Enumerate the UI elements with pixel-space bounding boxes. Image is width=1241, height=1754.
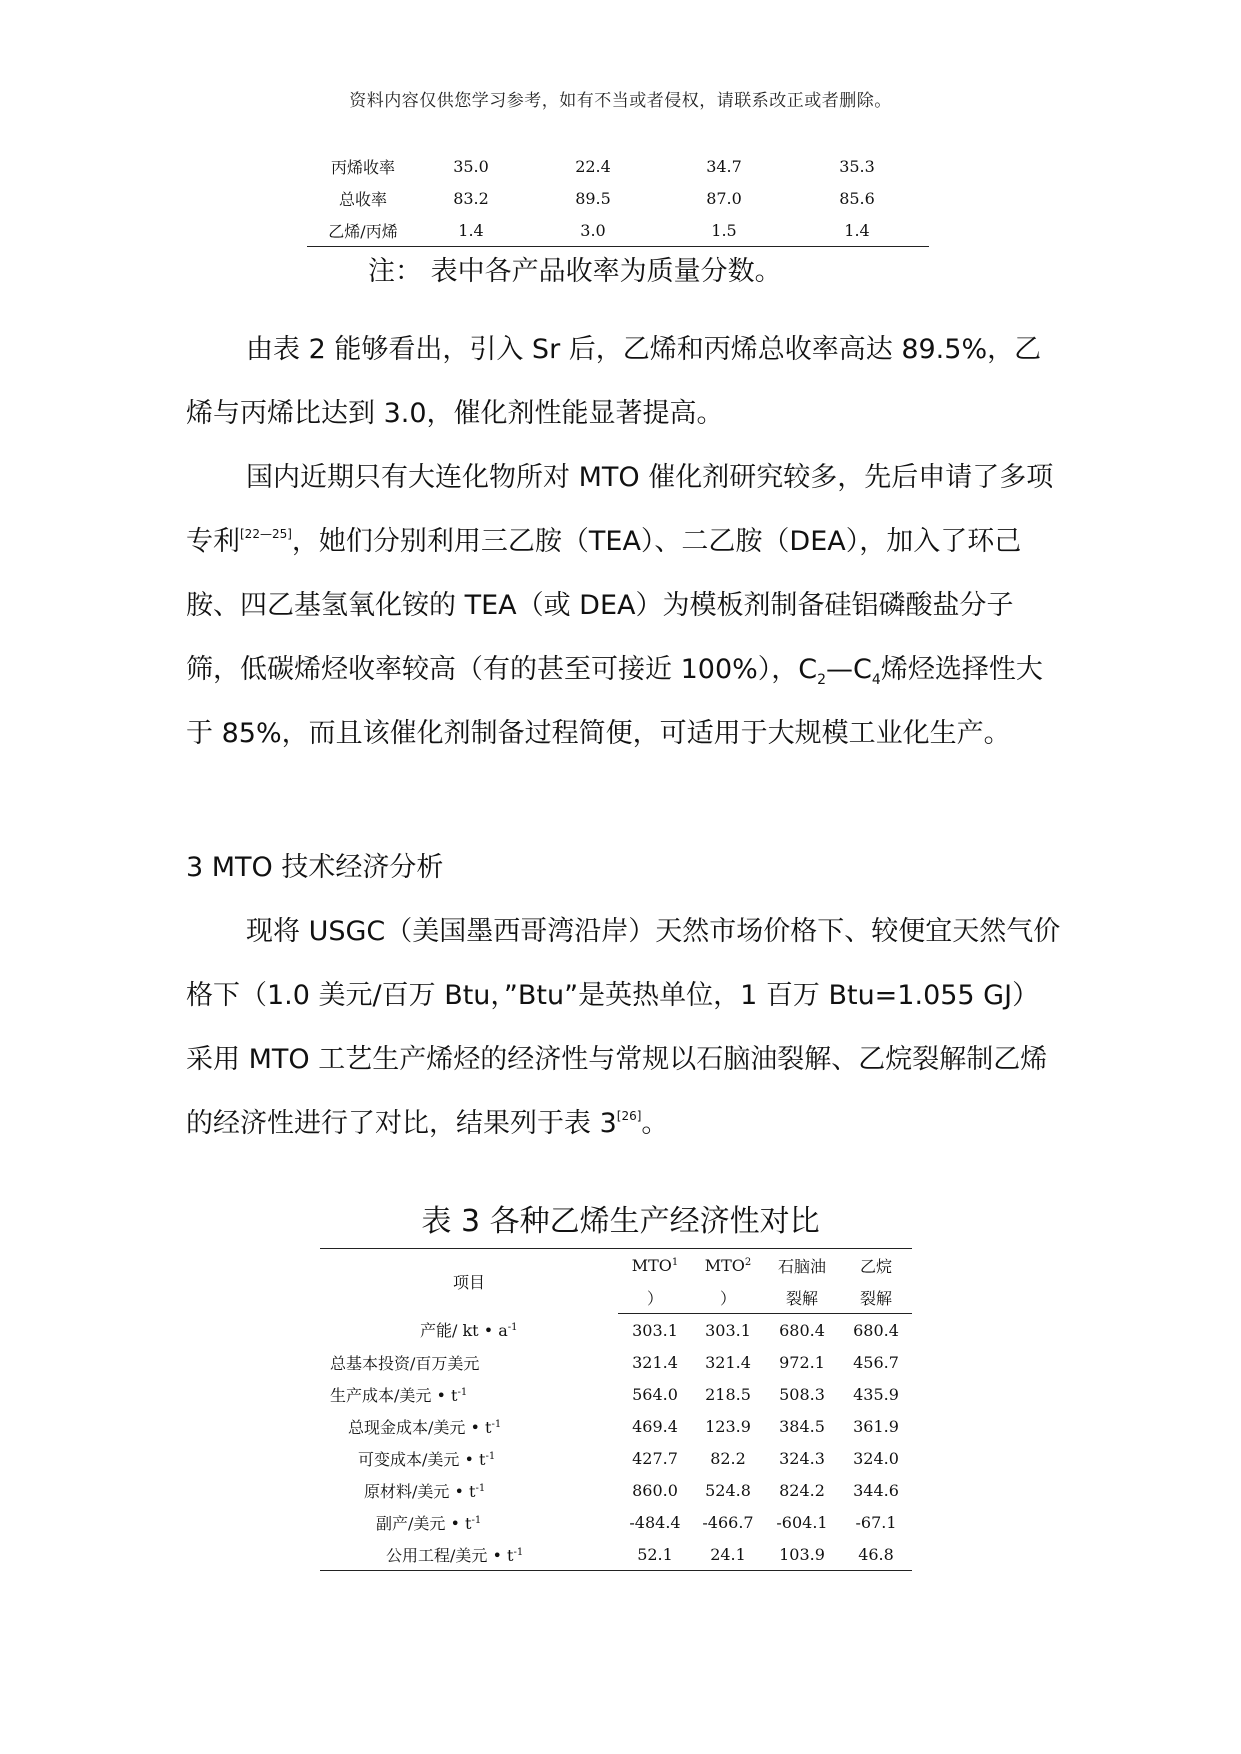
table-row [307, 150, 929, 182]
paragraph-text: 现将 USGC（美国墨西哥湾沿岸）天然市场价格下、较便宜天然气价格下（1.0 美元/百万 Btu，”Btu”是英热单位，1 百万 Btu=1.055 GJ）采用 MTO 工艺生产烯烃的经济性与常规以石脑油裂解、乙烷裂解制乙烯的经济性进行了对比，结果列于表 3 [186, 916, 1061, 1139]
table-row [320, 1346, 912, 1378]
table-cell: 52.1 [618, 1538, 692, 1571]
table-cell: 456.7 [853, 1352, 899, 1372]
row-label: 乙烯/丙烯 [307, 214, 419, 247]
table-note: 注： 表中各产品收率为质量分数。 [368, 256, 782, 287]
column-header-item: 项目 [320, 1249, 618, 1314]
table-cell: 46.8 [840, 1538, 912, 1571]
table-cell: 324.3 [779, 1448, 825, 1468]
dash: — [826, 654, 854, 685]
row-label: 总基本投资/百万美元 [330, 1353, 480, 1373]
table-cell: 22.4 [575, 156, 611, 176]
paragraph-text: ，她们分别利用三乙胺（TEA）、二乙胺（DEA），加入了环己胺、四乙基氢氧化铵的 TEA（或 DEA）为模板剂制备硅铝磷酸盐分子筛，低碳烯烃收率较高（有的甚至可接近 100%），C [186, 526, 1022, 685]
row-label: 总收率 [338, 189, 387, 209]
row-label: 可变成本/美元 • $t^{-1}$ [358, 1449, 496, 1469]
table-cell: 564.0 [632, 1384, 678, 1404]
column-header-mto2: MTO$^2$ [692, 1249, 764, 1282]
row-label: 产能/ kt • $a^{-1}$ [420, 1321, 518, 1341]
table-row [320, 1314, 912, 1347]
table-cell: 85.6 [839, 188, 875, 208]
table-cell: 824.2 [779, 1480, 825, 1500]
table-3-title: 表 3 各种乙烯生产经济性对比 [421, 1204, 820, 1239]
table-cell: 321.4 [632, 1352, 678, 1372]
table-row [320, 1410, 912, 1442]
table-cell: 303.1 [705, 1320, 751, 1340]
section-heading: 3 MTO 技术经济分析 [186, 852, 444, 883]
table-cell: 89.5 [575, 188, 611, 208]
table-row [320, 1378, 912, 1410]
row-label: 总现金成本/美元 • $t^{-1}$ [348, 1417, 502, 1437]
table-row [320, 1538, 912, 1571]
table-row [320, 1506, 912, 1538]
table-cell: -466.7 [702, 1512, 754, 1532]
table-2-continued [307, 150, 929, 247]
column-header-naphtha-bottom: 裂解 [764, 1281, 840, 1314]
table-cell: 972.1 [779, 1352, 825, 1372]
paragraph: 由表 2 能够看出，引入 Sr 后，乙烯和丙烯总收率高达 89.5%，乙烯与丙烯比达到 3.0，催化剂性能显著提高。 [186, 334, 1042, 429]
paragraph [186, 446, 1066, 766]
table-cell: 435.9 [853, 1384, 899, 1404]
paragraph-text: 国内近期只有大连化物所对 MTO 催化剂研究较多，先后申请了多项专利 [186, 462, 1054, 557]
column-header-ethane-bottom: 裂解 [840, 1281, 912, 1314]
table-row [307, 214, 929, 247]
table-row [320, 1442, 912, 1474]
table-cell: 83.2 [453, 188, 489, 208]
table-cell: 1.4 [785, 214, 929, 247]
table-cell: -67.1 [855, 1512, 897, 1532]
row-label: 生产成本/美元 • $t^{-1}$ [330, 1385, 468, 1405]
table-cell: 103.9 [764, 1538, 840, 1571]
subscript: 4 [871, 672, 881, 688]
table-cell: 87.0 [706, 188, 742, 208]
table-cell: 123.9 [705, 1416, 751, 1436]
table-cell: 324.0 [853, 1448, 899, 1468]
column-header-mto1: MTO$^1$ [618, 1249, 692, 1282]
row-label: 公用工程/美元 • $t^{-1}$ [320, 1538, 618, 1571]
table-cell: 1.4 [419, 214, 523, 247]
table-cell: 35.0 [453, 156, 489, 176]
table-cell: 82.2 [710, 1448, 746, 1468]
table-cell: 303.1 [632, 1320, 678, 1340]
table-3 [320, 1248, 912, 1571]
table-row [307, 182, 929, 214]
column-header-mto2-bottom: ） [692, 1281, 764, 1314]
table-cell: -484.4 [629, 1512, 681, 1532]
table-row [320, 1474, 912, 1506]
disclaimer-header: 资料内容仅供您学习参考，如有不当或者侵权，请联系改正或者删除。 [349, 91, 892, 111]
citation: [22—25] [240, 527, 292, 541]
table-cell: 3.0 [523, 214, 663, 247]
table-cell: 218.5 [705, 1384, 751, 1404]
subscript: 2 [817, 672, 827, 688]
table-cell: 384.5 [779, 1416, 825, 1436]
citation: [26] [616, 1109, 642, 1123]
column-header-ethane: 乙烷 [840, 1249, 912, 1282]
paragraph-text: 烯烃选择性大于 85%，而且该催化剂制备过程简便，可适用于大规模工业化生产。 [186, 654, 1043, 749]
table-cell: 680.4 [779, 1320, 825, 1340]
paragraph-text: 。 [641, 1108, 669, 1139]
column-header-mto1-bottom: ） [618, 1281, 692, 1314]
table-cell: 524.8 [705, 1480, 751, 1500]
paragraph-text: C [853, 654, 872, 685]
table-cell: -604.1 [776, 1512, 828, 1532]
table-cell: 35.3 [839, 156, 875, 176]
table-cell: 427.7 [632, 1448, 678, 1468]
table-cell: 1.5 [663, 214, 785, 247]
table-cell: 508.3 [779, 1384, 825, 1404]
table-cell: 24.1 [692, 1538, 764, 1571]
row-label: 副产/美元 • $t^{-1}$ [376, 1513, 482, 1533]
table-header-row [320, 1249, 912, 1282]
table-cell: 680.4 [853, 1320, 899, 1340]
paragraph [186, 900, 1066, 1156]
table-cell: 469.4 [632, 1416, 678, 1436]
row-label: 丙烯收率 [330, 157, 395, 177]
column-header-naphtha: 石脑油 [764, 1249, 840, 1282]
table-cell: 34.7 [706, 156, 742, 176]
table-cell: 361.9 [853, 1416, 899, 1436]
table-cell: 344.6 [853, 1480, 899, 1500]
row-label: 原材料/美元 • $t^{-1}$ [364, 1481, 486, 1501]
table-cell: 860.0 [632, 1480, 678, 1500]
table-cell: 321.4 [705, 1352, 751, 1372]
